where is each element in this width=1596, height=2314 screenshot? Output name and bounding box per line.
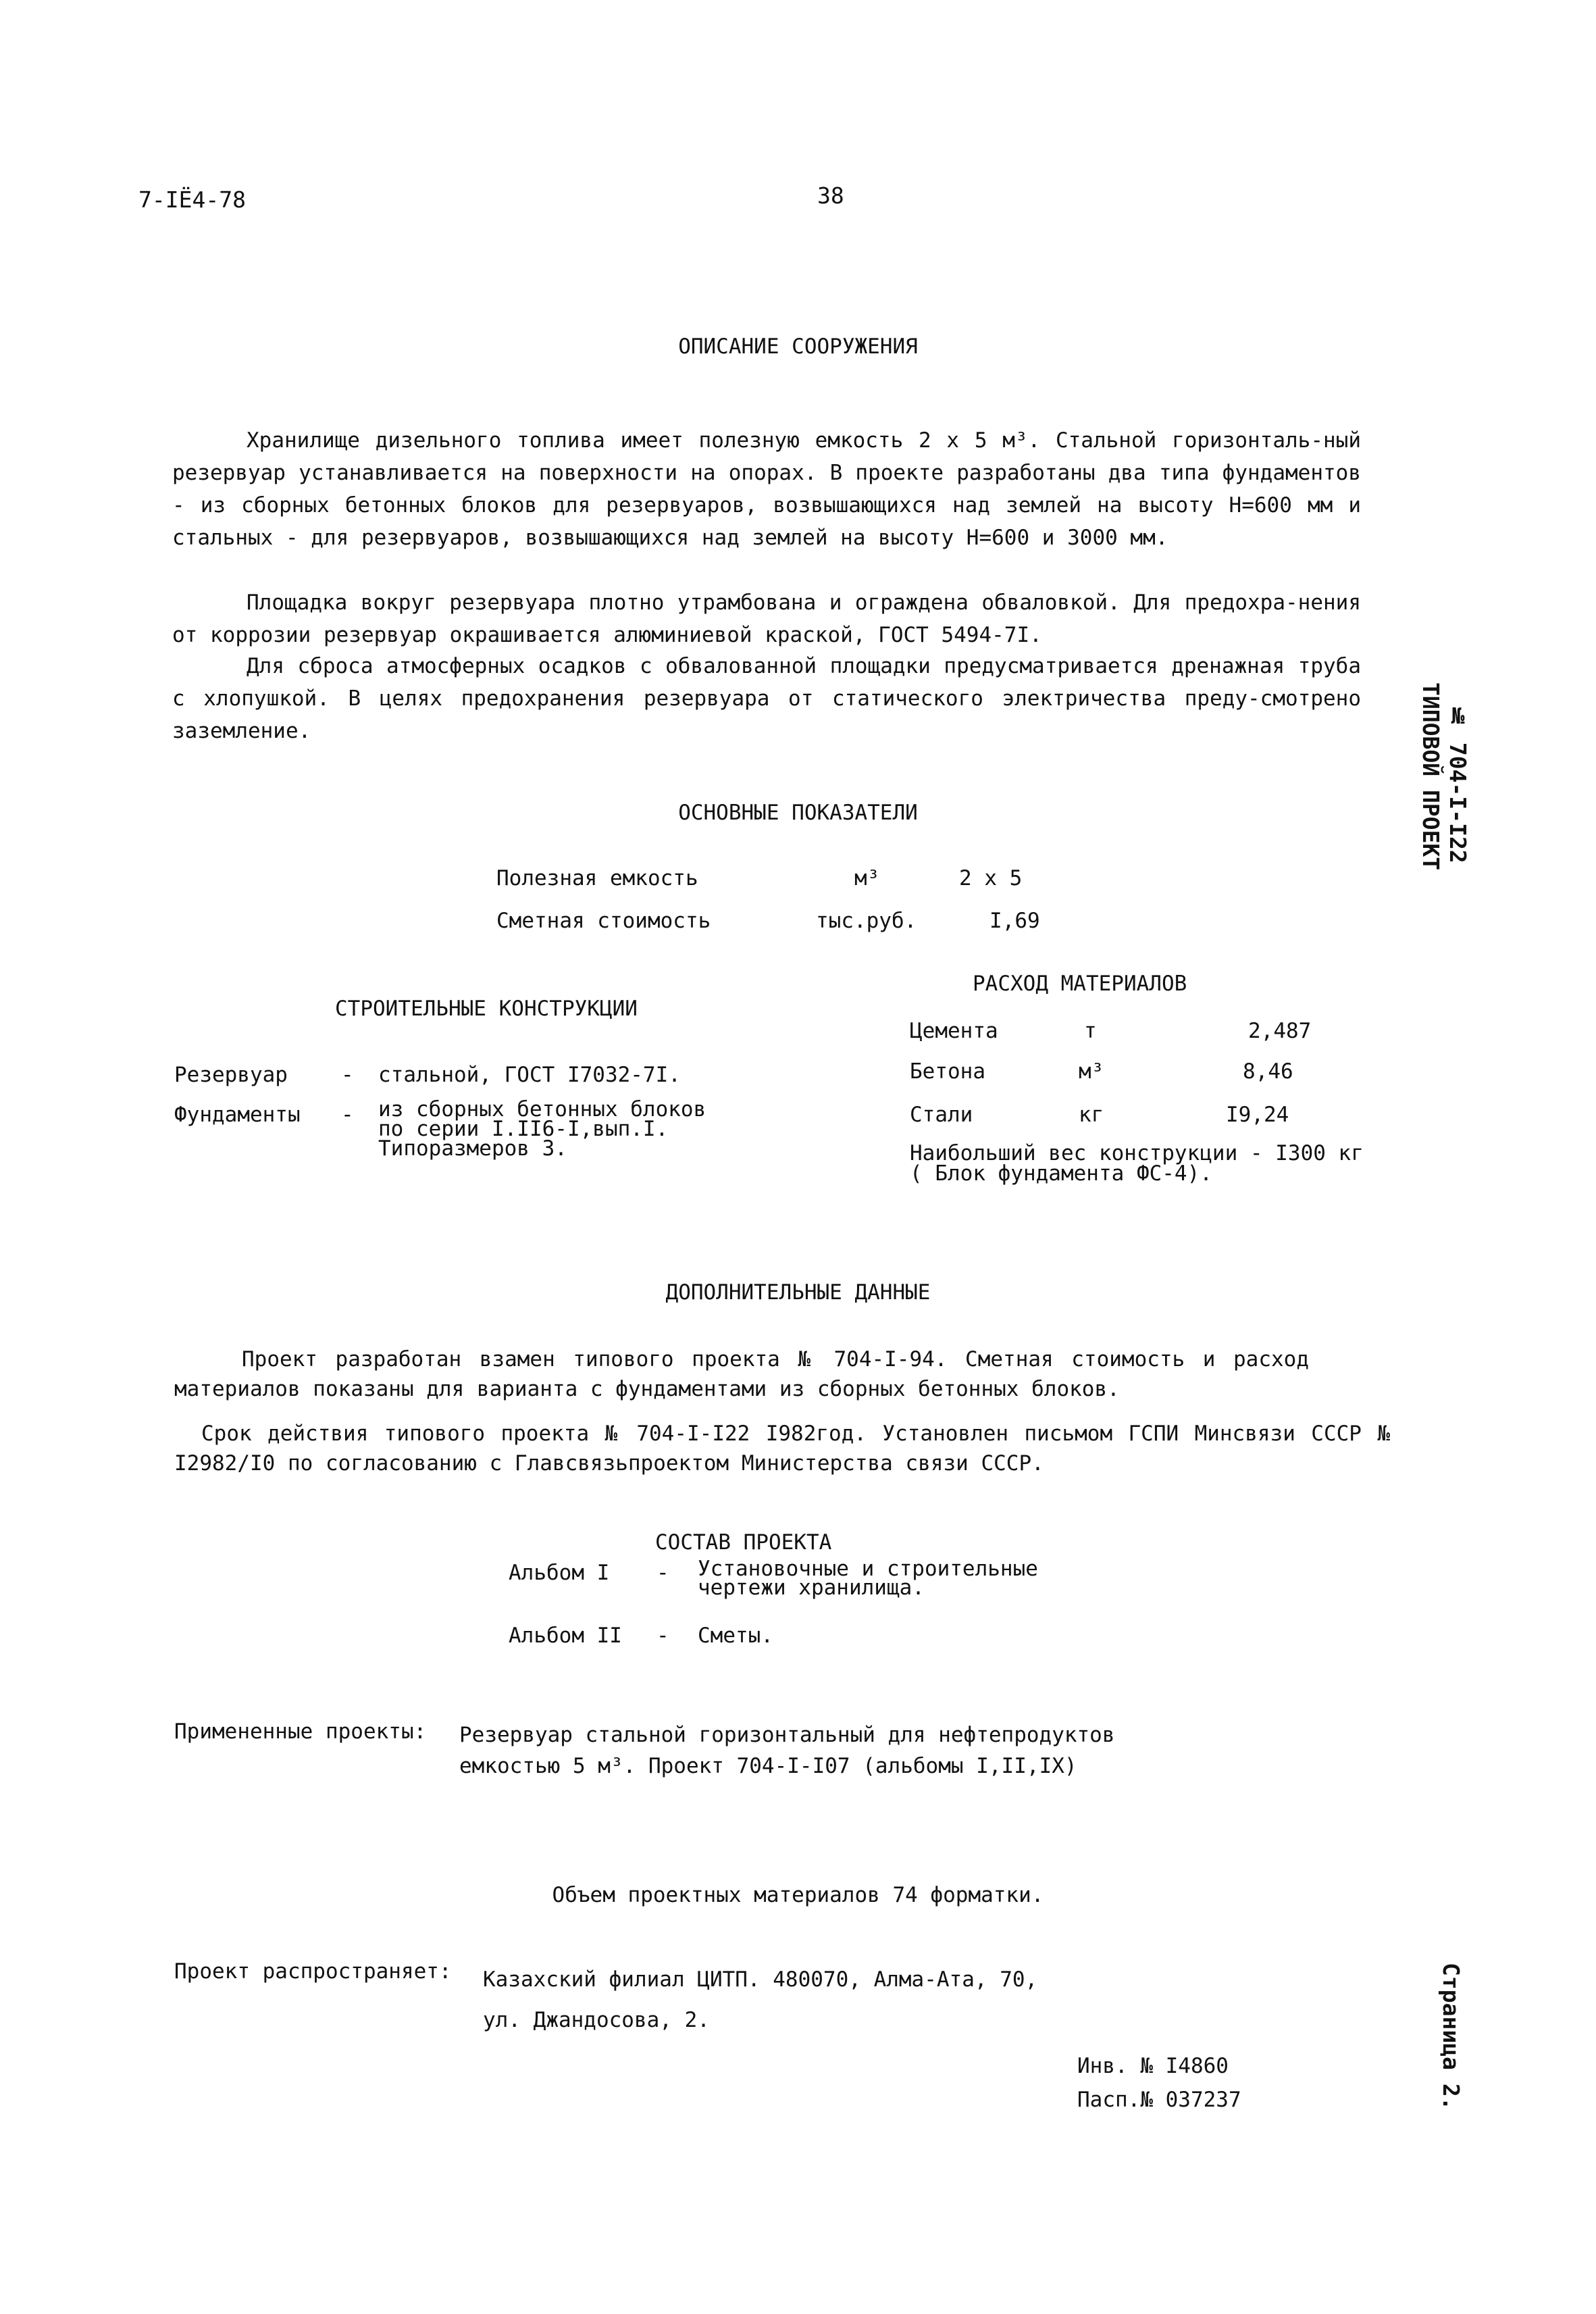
materials-heading: РАСХОД МАТЕРИАЛОВ	[973, 972, 1187, 996]
indicator-name: Сметная стоимость	[496, 909, 711, 933]
construction-desc: из сборных бетонных блоков по серии I.II6-I,вып.I. Типоразмеров 3.	[378, 1097, 706, 1161]
construction-dash: -	[341, 1063, 354, 1087]
passport-number: Пасп.№ 037237	[1077, 2088, 1241, 2112]
side-project-number: № 704-I-I22	[1445, 703, 1471, 863]
material-value: I9,24	[1226, 1103, 1289, 1127]
composition-heading: СОСТАВ ПРОЕКТА	[655, 1530, 832, 1555]
construction-dash: -	[341, 1103, 354, 1127]
material-unit: т	[1084, 1019, 1097, 1043]
distributor-text: Казахский филиал ЦИТП. 480070, Алма-Ата, 70, ул. Джандосова, 2.	[483, 1967, 1038, 2032]
applied-text: Резервуар стальной горизонтальный для нефтепродуктов емкостью 5 м³. Проект 704-I-I07 (альбомы I,II,IX)	[459, 1723, 1115, 1778]
document-code: 7-IЁ4-78	[138, 186, 246, 213]
inventory-number: Инв. № I4860	[1077, 2054, 1229, 2078]
indicator-name: Полезная емкость	[496, 866, 698, 890]
page-number: 38	[817, 182, 844, 209]
indicator-unit: тыс.руб.	[816, 909, 917, 933]
material-name: Стали	[910, 1103, 973, 1127]
construction-name: Резервуар	[174, 1063, 288, 1087]
composition-album: Альбом II	[509, 1624, 622, 1648]
materials-note: Наибольший вес конструкции - I300 кг ( Блок фундамента ФС-4).	[910, 1141, 1364, 1186]
material-unit: кг	[1079, 1103, 1104, 1127]
description-heading: ОПИСАНИЕ СООРУЖЕНИЯ	[678, 334, 918, 359]
composition-dash: -	[657, 1624, 669, 1648]
material-value: 2,487	[1248, 1019, 1312, 1043]
volume-note: Объем проектных материалов 74 форматки.	[552, 1883, 1044, 1907]
indicators-heading: ОСНОВНЫЕ ПОКАЗАТЕЛИ	[678, 801, 918, 825]
indicator-value: 2 x 5	[959, 866, 1023, 890]
additional-paragraph-1: Проект разработан взамен типового проекта № 704-I-94. Сметная стоимость и расход материалов показаны для варианта с фундаментами из сборных бетонных блоков.	[174, 1347, 1309, 1401]
construction-desc: стальной, ГОСТ I7032-7I.	[378, 1063, 681, 1087]
description-paragraph-1: Хранилище дизельного топлива имеет полезную емкость 2 x 5 м³. Стальной горизонталь-ный резервуар устанавливается на поверхности на опорах. В проекте разработаны два типа фундаментов - из сборных бетонных блоков для резервуаров, возвышающихся над землей на высоту H=600 мм и стальных - для резервуаров, возвышающихся над землей на высоту H=600 и 3000 мм.	[172, 428, 1361, 550]
composition-desc: Сметы.	[698, 1624, 773, 1648]
applied-label: Примененные проекты:	[174, 1719, 427, 1744]
side-project-title: ТИПОВОЙ ПРОЕКТ	[1418, 682, 1444, 871]
constructions-heading: СТРОИТЕЛЬНЫЕ КОНСТРУКЦИИ	[335, 997, 638, 1021]
description-paragraph-2: Площадка вокруг резервуара плотно утрамбована и ограждена обваловкой. Для предохра-нения от коррозии резервуар окрашивается алюминиевой краской, ГОСТ 5494-7I.	[172, 590, 1361, 647]
material-unit: м³	[1079, 1059, 1104, 1084]
composition-desc: Установочные и строительные чертежи хранилища.	[698, 1557, 1038, 1600]
material-name: Бетона	[910, 1059, 985, 1084]
construction-name: Фундаменты	[174, 1103, 301, 1127]
indicator-unit: м³	[854, 866, 880, 890]
composition-dash: -	[657, 1561, 669, 1585]
description-paragraph-3: Для сброса атмосферных осадков с обвалованной площадки предусматривается дренажная труба с хлопушкой. В целях предохранения резервуара от статического электричества преду-смотрено заземление.	[172, 654, 1361, 743]
additional-paragraph-2: Срок действия типового проекта № 704-I-I22 I982год. Установлен письмом ГСПИ Минсвязи СССР № I2982/I0 по согласованию с Главсвязьпроектом Министерства связи СССР.	[174, 1422, 1390, 1476]
indicator-value: I,69	[989, 909, 1040, 933]
additional-heading: ДОПОЛНИТЕЛЬНЫЕ ДАННЫЕ	[665, 1280, 931, 1305]
distributor-label: Проект распространяет:	[174, 1959, 452, 1984]
material-value: 8,46	[1243, 1059, 1293, 1084]
composition-album: Альбом I	[509, 1561, 610, 1585]
material-name: Цемента	[910, 1019, 998, 1043]
side-sheet-label: Страница 2.	[1438, 1963, 1464, 2111]
